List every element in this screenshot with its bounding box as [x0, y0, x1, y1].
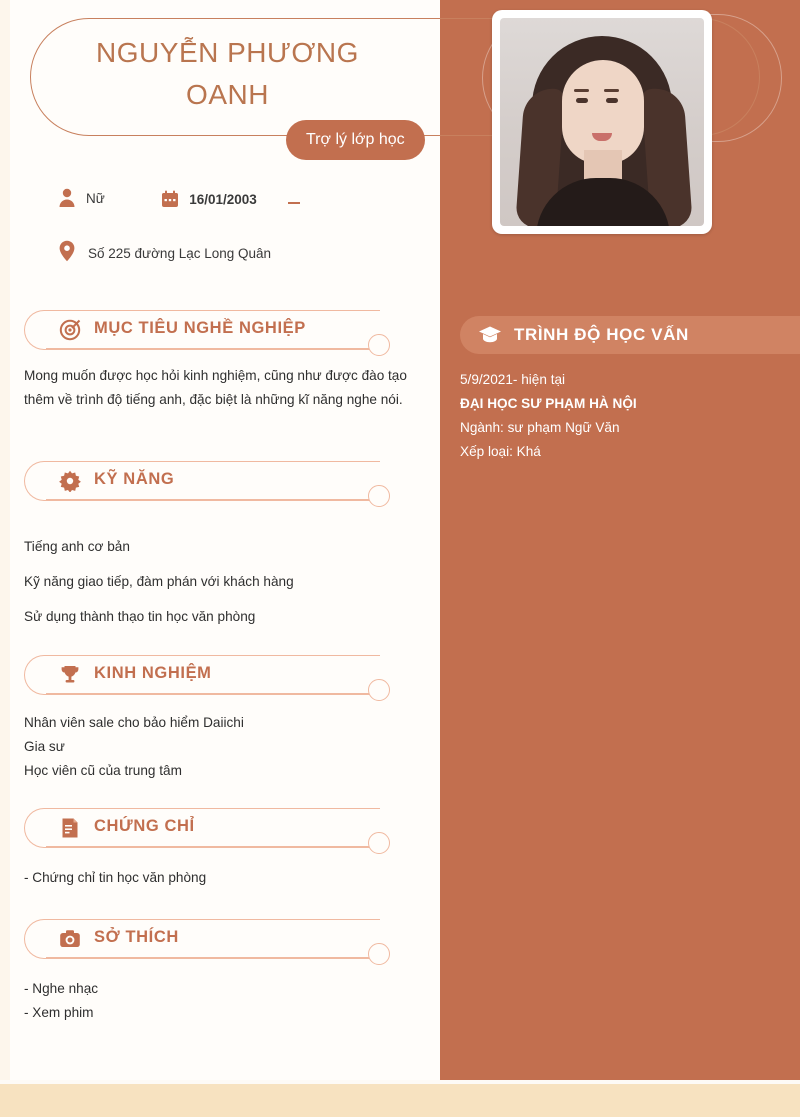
camera-icon — [56, 925, 84, 953]
certificate-icon — [56, 814, 84, 842]
section-title: SỞ THÍCH — [94, 928, 179, 946]
gender-info — [58, 188, 105, 208]
section-hobbies — [24, 919, 414, 1020]
portrait-brow-right — [604, 89, 619, 92]
section-title: KỸ NĂNG — [94, 470, 175, 488]
section-end-dot — [368, 485, 390, 507]
address-info — [58, 240, 271, 267]
target-icon — [56, 316, 84, 344]
section-header — [24, 919, 414, 965]
section-end-dot — [368, 832, 390, 854]
portrait-brow-left — [574, 89, 589, 92]
graduation-cap-icon — [478, 325, 502, 345]
section-certificates — [24, 808, 414, 885]
section-underline — [46, 957, 380, 959]
section-line: Sử dụng thành thạo tin học văn phòng — [24, 609, 256, 624]
section-underline — [46, 846, 380, 848]
section-skills — [24, 461, 414, 624]
education-grade: Xếp loại: Khá — [460, 444, 541, 459]
portrait-eye-right — [606, 98, 618, 103]
education-major: Ngành: sư phạm Ngữ Văn — [460, 420, 620, 435]
birthdate-value: 16/01/2003 — [189, 191, 257, 207]
section-underline — [46, 348, 380, 350]
section-line: Kỹ năng giao tiếp, đàm phán với khách hàng — [24, 574, 294, 589]
footer-strip — [0, 1084, 800, 1117]
section-title: TRÌNH ĐỘ HỌC VẤN — [514, 325, 689, 344]
personal-info-row — [58, 188, 309, 213]
section-body — [24, 866, 414, 890]
section-line: - Chứng chỉ tin học văn phòng — [24, 870, 207, 885]
section-education-header — [460, 316, 800, 354]
section-line: Tiếng anh cơ bản — [24, 539, 130, 554]
section-body — [24, 364, 414, 412]
section-header — [24, 310, 414, 356]
location-pin-icon — [58, 240, 76, 267]
education-school: ĐẠI HỌC SƯ PHẠM HÀ NỘI — [460, 396, 637, 411]
section-body — [24, 977, 414, 1025]
trophy-icon — [56, 661, 84, 689]
section-career-objective — [24, 310, 414, 407]
gear-icon — [56, 467, 84, 495]
education-period: 5/9/2021- hiện tại — [460, 372, 566, 387]
section-end-dot — [368, 943, 390, 965]
section-body — [24, 711, 414, 783]
section-line: Mong muốn được học hỏi kinh nghiệm, cũng như được đào tạo thêm về trình độ tiếng anh, đặc biệt là những kĩ năng nghe nói. — [24, 368, 407, 407]
calendar-icon — [161, 190, 179, 208]
profile-photo — [492, 10, 712, 234]
section-line: Nhân viên sale cho bảo hiểm Daiichi — [24, 715, 244, 730]
section-body — [24, 535, 414, 629]
section-underline — [46, 693, 380, 695]
section-line: - Nghe nhạc — [24, 981, 99, 996]
decorative-dash — [288, 202, 300, 204]
section-experience — [24, 655, 414, 778]
gender-value: Nữ — [86, 190, 105, 206]
section-line: - Xem phim — [24, 1005, 94, 1020]
birthdate-info — [161, 190, 257, 208]
section-header — [24, 461, 414, 507]
section-underline — [46, 499, 380, 501]
section-header — [24, 655, 414, 701]
section-title: CHỨNG CHỈ — [94, 817, 195, 835]
portrait-face — [562, 60, 644, 164]
section-title: KINH NGHIỆM — [94, 664, 212, 682]
address-value: Số 225 đường Lạc Long Quân — [88, 246, 272, 261]
section-end-dot — [368, 679, 390, 701]
section-line: Học viên cũ của trung tâm — [24, 763, 182, 778]
section-title: MỤC TIÊU NGHỀ NGHIỆP — [94, 319, 306, 337]
left-edge-strip — [0, 0, 10, 1117]
portrait-eye-left — [576, 98, 588, 103]
section-header — [24, 808, 414, 854]
photo-image — [500, 18, 704, 226]
role-badge: Trợ lý lớp học — [286, 120, 425, 160]
page-title: NGUYỄN PHƯƠNG OANH — [96, 37, 359, 110]
person-icon — [58, 188, 76, 208]
section-end-dot — [368, 334, 390, 356]
section-education-body — [460, 368, 780, 464]
section-line: Gia sư — [24, 739, 65, 754]
